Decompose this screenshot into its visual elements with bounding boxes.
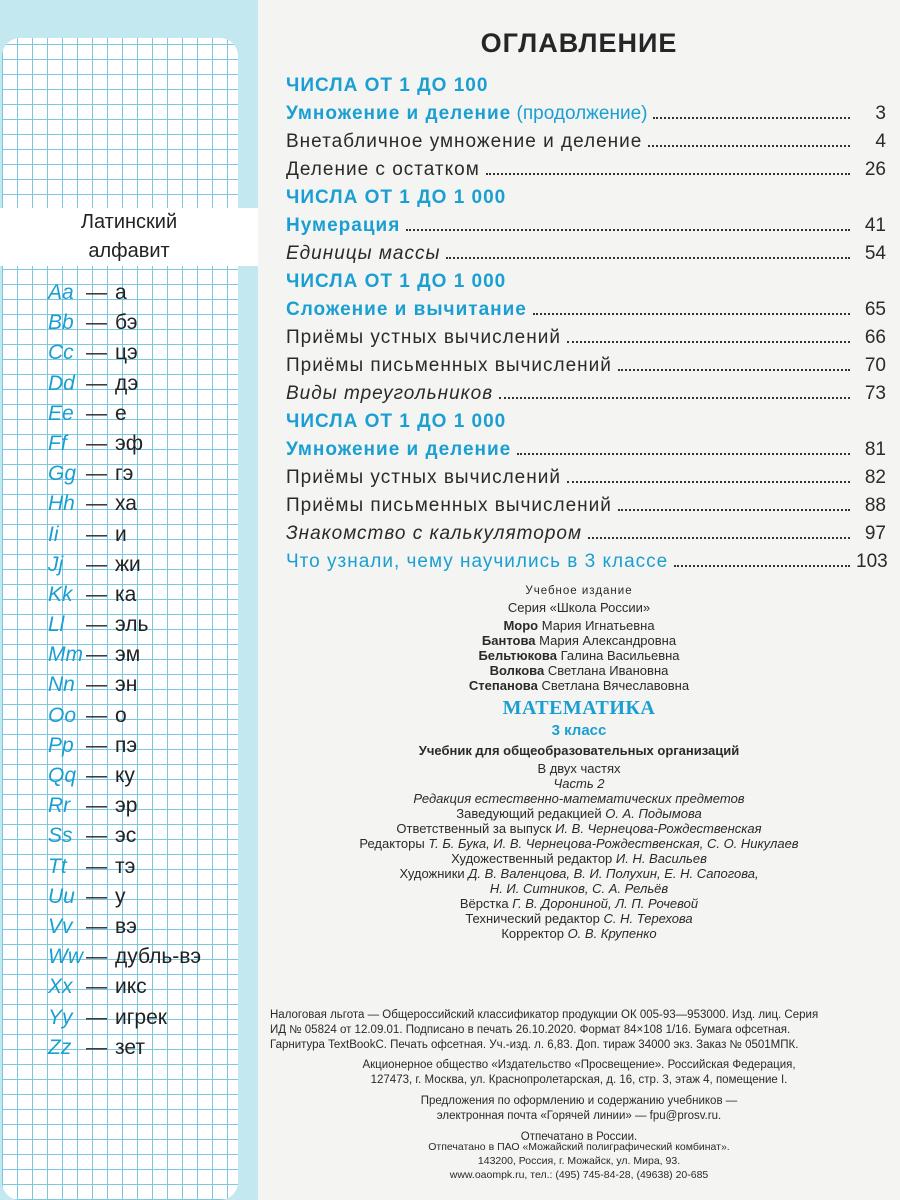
credit-role: Художники bbox=[399, 866, 465, 881]
credit-name: И. Н. Васильев bbox=[615, 851, 707, 866]
russian-name: а bbox=[115, 281, 127, 304]
russian-name: зет bbox=[115, 1035, 145, 1059]
alphabet-row bbox=[48, 791, 201, 821]
section-2-title: ЧИСЛА ОТ 1 ДО 1 000 bbox=[286, 187, 507, 208]
toc-entry bbox=[286, 352, 886, 380]
toc-entry bbox=[286, 380, 886, 408]
credit-name: О. А. Подымова bbox=[605, 806, 702, 821]
author-last-name: Волкова bbox=[489, 663, 545, 678]
page-number: 82 bbox=[864, 467, 886, 488]
dot-leader bbox=[567, 325, 850, 343]
alphabet-row bbox=[48, 821, 201, 851]
russian-name: вэ bbox=[115, 914, 137, 938]
russian-name: эм bbox=[115, 643, 141, 667]
alphabet-row bbox=[48, 429, 201, 459]
latin-letter: Gg bbox=[48, 462, 77, 486]
credit-line bbox=[258, 806, 900, 821]
latin-letter: Oo bbox=[48, 703, 77, 727]
dot-leader bbox=[486, 157, 850, 175]
latin-letter: Pp bbox=[48, 733, 74, 757]
credit-line bbox=[258, 911, 900, 926]
russian-name: бэ bbox=[115, 311, 138, 335]
publisher-block bbox=[258, 1058, 900, 1145]
publisher-line: 127473, г. Москва, ул. Краснопролетарская, д. 16, стр. 3, этаж 4, помещение I. bbox=[370, 1074, 788, 1086]
author-first-name: Мария Александровна bbox=[539, 633, 677, 648]
page-number: 81 bbox=[864, 439, 886, 460]
toc-entry bbox=[286, 156, 886, 184]
section-4-title: ЧИСЛА ОТ 1 ДО 1 000 bbox=[286, 411, 507, 432]
alphabet-row bbox=[48, 489, 201, 519]
credit-line bbox=[258, 836, 900, 851]
suggestion-line: Предложения по оформлению и содержанию учебников — bbox=[420, 1095, 738, 1107]
alphabet-row bbox=[48, 701, 201, 731]
page-number: 73 bbox=[864, 383, 886, 404]
russian-name: эс bbox=[115, 824, 137, 848]
dash: — bbox=[86, 884, 107, 908]
russian-name: эф bbox=[115, 431, 143, 455]
latin-letter: Cc bbox=[48, 341, 74, 365]
alphabet-row bbox=[48, 399, 201, 429]
credit-role: Заведующий редакцией bbox=[456, 806, 602, 821]
section-1-title: ЧИСЛА ОТ 1 ДО 100 bbox=[286, 75, 489, 96]
dash: — bbox=[86, 431, 107, 455]
entry-title: Внетабличное умножение и деление bbox=[286, 131, 643, 152]
dash: — bbox=[86, 703, 107, 727]
russian-name: ку bbox=[115, 764, 135, 787]
alphabet-title bbox=[0, 208, 258, 266]
imprint-block bbox=[258, 585, 900, 941]
latin-letter: Ss bbox=[48, 824, 73, 848]
credit-name: Д. В. Валенцова, В. И. Полухин, Е. Н. Сапогова, bbox=[468, 866, 759, 881]
printer-block bbox=[258, 1140, 900, 1182]
dot-leader bbox=[588, 521, 850, 539]
table-of-contents bbox=[286, 72, 886, 576]
latin-letter: Jj bbox=[48, 552, 64, 576]
russian-name: гэ bbox=[115, 462, 134, 486]
toc-entry bbox=[286, 324, 886, 352]
russian-name: эн bbox=[115, 673, 138, 697]
russian-name: цэ bbox=[115, 341, 138, 365]
dash: — bbox=[86, 311, 107, 335]
printer-line: 143200, Россия, г. Можайск, ул. Мира, 93. bbox=[477, 1155, 681, 1167]
latin-letter: Nn bbox=[48, 673, 75, 697]
book-type: Учебник для общеобразовательных организаций bbox=[418, 743, 740, 758]
author-last-name: Степанова bbox=[468, 678, 538, 693]
entry-title: Приёмы устных вычислений bbox=[286, 327, 561, 348]
dash: — bbox=[86, 945, 107, 969]
entry-title: Виды треугольников bbox=[286, 383, 494, 404]
credit-name: Г. В. Дорониной, Л. П. Рочевой bbox=[512, 896, 699, 911]
section-3-title: ЧИСЛА ОТ 1 ДО 1 000 bbox=[286, 271, 507, 292]
russian-name: и bbox=[115, 522, 127, 546]
russian-name: пэ bbox=[115, 733, 138, 757]
latin-letter: Vv bbox=[48, 914, 73, 938]
author-line bbox=[258, 663, 900, 678]
credit-role: Ответственный за выпуск bbox=[396, 821, 552, 836]
dash: — bbox=[86, 462, 107, 486]
toc-entry bbox=[286, 296, 886, 324]
page-number: 103 bbox=[856, 551, 888, 572]
toc-section-heading bbox=[286, 408, 886, 436]
author-first-name: Мария Игнатьевна bbox=[541, 618, 655, 633]
dash: — bbox=[86, 733, 107, 757]
credit-role: Корректор bbox=[501, 926, 564, 941]
page-number: 3 bbox=[875, 103, 886, 124]
credit-line bbox=[258, 926, 900, 941]
dash: — bbox=[86, 371, 107, 395]
author-line bbox=[258, 648, 900, 663]
latin-letter: Ee bbox=[48, 401, 74, 425]
toc-section-heading bbox=[286, 184, 886, 212]
author-line bbox=[258, 633, 900, 648]
credit-name-continued: Н. И. Ситников, С. А. Рельёв bbox=[489, 881, 669, 896]
latin-letter: Xx bbox=[48, 975, 73, 999]
alphabet-row bbox=[48, 640, 201, 670]
dash: — bbox=[86, 794, 107, 818]
author-last-name: Бантова bbox=[481, 633, 536, 648]
russian-name: дубль-вэ bbox=[115, 945, 202, 969]
dash: — bbox=[86, 975, 107, 999]
russian-name: жи bbox=[115, 552, 141, 576]
author-first-name: Светлана Вячеславовна bbox=[541, 678, 690, 693]
latin-letter: Bb bbox=[48, 311, 74, 335]
alphabet-row bbox=[48, 972, 201, 1002]
page-number: 4 bbox=[875, 131, 886, 152]
latin-letter: Uu bbox=[48, 884, 75, 908]
legal-line: Гарнитура TextBookC. Печать офсетная. Уч.-изд. л. 6,83. Доп. тираж 34000 экз. Заказ № 0501МПК. bbox=[270, 1039, 799, 1051]
alphabet-row bbox=[48, 942, 201, 972]
entry-title: Нумерация bbox=[286, 215, 401, 236]
suggestion-line: электронная почта «Горячей линии» — fpu@prosv.ru. bbox=[436, 1110, 722, 1122]
dot-leader bbox=[618, 493, 850, 511]
credit-line bbox=[258, 821, 900, 836]
latin-letter: Kk bbox=[48, 582, 73, 606]
dash: — bbox=[86, 1005, 107, 1029]
russian-name: икс bbox=[115, 975, 147, 999]
alphabet-row bbox=[48, 610, 201, 640]
page-number: 88 bbox=[864, 495, 886, 516]
alphabet-row bbox=[48, 731, 201, 761]
dash: — bbox=[86, 673, 107, 697]
entry-title: Единицы массы bbox=[286, 243, 441, 264]
russian-name: эр bbox=[115, 794, 138, 818]
page-number: 70 bbox=[864, 355, 886, 376]
dot-leader bbox=[618, 353, 850, 371]
alphabet-row bbox=[48, 338, 201, 368]
alphabet-title-line1: Латинский bbox=[80, 211, 178, 233]
legal-block bbox=[270, 1008, 890, 1053]
alphabet-row bbox=[48, 761, 201, 791]
printer-line: www.oaompk.ru, тел.: (495) 745-84-28, (49638) 20-685 bbox=[449, 1169, 709, 1181]
dash: — bbox=[86, 914, 107, 938]
alphabet-row bbox=[48, 1003, 201, 1033]
dash: — bbox=[86, 522, 107, 546]
toc-entry bbox=[286, 464, 886, 492]
page-number: 26 bbox=[864, 159, 886, 180]
part-label: Часть 2 bbox=[553, 776, 605, 791]
toc-entry bbox=[286, 100, 886, 128]
dot-leader bbox=[648, 129, 850, 147]
series-label: Серия «Школа России» bbox=[507, 600, 651, 615]
latin-letter: Mm bbox=[48, 643, 83, 667]
dash: — bbox=[86, 552, 107, 576]
dot-leader bbox=[499, 381, 850, 399]
latin-letter: Aa bbox=[48, 281, 74, 304]
entry-title: Знакомство с калькулятором bbox=[286, 523, 582, 544]
russian-name: эль bbox=[115, 613, 149, 637]
credit-role: Редакторы bbox=[359, 836, 425, 851]
alphabet-row bbox=[48, 308, 201, 338]
toc-title: ОГЛАВЛЕНИЕ bbox=[480, 28, 678, 58]
page-number: 97 bbox=[864, 523, 886, 544]
alphabet-row bbox=[48, 1033, 201, 1063]
alphabet-row bbox=[48, 580, 201, 610]
main-page bbox=[258, 0, 900, 1200]
toc-section-heading bbox=[286, 72, 886, 100]
entry-title: Что узнали, чему научились в 3 классе bbox=[286, 551, 669, 572]
credit-line bbox=[258, 851, 900, 866]
latin-letter: Ii bbox=[48, 522, 59, 546]
credit-role: Вёрстка bbox=[459, 896, 509, 911]
entry-title: Деление с остатком bbox=[286, 159, 480, 180]
page-number: 66 bbox=[864, 327, 886, 348]
russian-name: е bbox=[115, 401, 127, 425]
alphabet-row bbox=[48, 670, 201, 700]
dash: — bbox=[86, 824, 107, 848]
latin-letter: Ff bbox=[48, 431, 67, 455]
alphabet-row bbox=[48, 550, 201, 580]
entry-title: Приёмы устных вычислений bbox=[286, 467, 561, 488]
latin-letter: Zz bbox=[48, 1035, 72, 1059]
dash: — bbox=[86, 613, 107, 637]
toc-entry bbox=[286, 520, 886, 548]
author-line bbox=[258, 678, 900, 693]
author-line bbox=[258, 618, 900, 633]
dash: — bbox=[86, 341, 107, 365]
latin-letter: Tt bbox=[48, 854, 67, 878]
editorial-office: Редакция естественно-математических предметов bbox=[413, 791, 745, 806]
credit-role: Художественный редактор bbox=[451, 851, 613, 866]
latin-letter: Dd bbox=[48, 371, 75, 395]
latin-letter: Qq bbox=[48, 764, 77, 787]
alphabet-row bbox=[48, 912, 201, 942]
dot-leader bbox=[533, 297, 850, 315]
latin-letter: Ll bbox=[48, 613, 65, 637]
toc-entry bbox=[286, 128, 886, 156]
alphabet-list bbox=[48, 278, 201, 1063]
toc-section-heading bbox=[286, 268, 886, 296]
subject-title: МАТЕМАТИКА bbox=[502, 697, 656, 719]
page-number: 54 bbox=[864, 243, 886, 264]
entry-title: Умножение и деление bbox=[286, 439, 512, 460]
author-first-name: Галина Васильевна bbox=[560, 648, 680, 663]
toc-entry bbox=[286, 548, 886, 576]
page-number: 41 bbox=[864, 215, 886, 236]
credit-role: Технический редактор bbox=[465, 911, 600, 926]
russian-name: о bbox=[115, 703, 127, 727]
dot-leader bbox=[446, 241, 850, 259]
dot-leader bbox=[674, 549, 850, 567]
dash: — bbox=[86, 492, 107, 516]
publisher-line: Акционерное общество «Издательство «Просвещение». Российская Федерация, bbox=[362, 1059, 796, 1071]
printer-line: Отпечатано в ПАО «Можайский полиграфический комбинат». bbox=[428, 1141, 730, 1153]
legal-line: ИД № 05824 от 12.09.01. Подписано в печать 26.10.2020. Формат 84×108 1/16. Бумага офсетная. bbox=[270, 1024, 791, 1036]
dot-leader bbox=[517, 437, 850, 455]
dot-leader bbox=[653, 101, 850, 119]
toc-entry bbox=[286, 240, 886, 268]
dash: — bbox=[86, 643, 107, 667]
entry-subtitle: (продолжение) bbox=[516, 103, 648, 124]
alphabet-row bbox=[48, 852, 201, 882]
russian-name: тэ bbox=[115, 854, 136, 878]
russian-name: ха bbox=[115, 492, 137, 516]
russian-name: ка bbox=[115, 582, 137, 606]
edition-label: Учебное издание bbox=[525, 585, 633, 597]
credit-name: О. В. Крупенко bbox=[567, 926, 657, 941]
latin-letter: Hh bbox=[48, 492, 75, 516]
dash: — bbox=[86, 1035, 107, 1059]
dash: — bbox=[86, 764, 107, 787]
credit-line bbox=[258, 866, 900, 881]
credit-name: Т. Б. Бука, И. В. Чернецова-Рождественская, С. О. Никулаев bbox=[428, 836, 799, 851]
parts-label: В двух частях bbox=[537, 761, 621, 776]
author-first-name: Светлана Ивановна bbox=[547, 663, 669, 678]
russian-name: у bbox=[115, 884, 126, 908]
dot-leader bbox=[567, 465, 850, 483]
entry-title: Приёмы письменных вычислений bbox=[286, 495, 612, 516]
grade-label: 3 класс bbox=[551, 722, 607, 739]
russian-name: игрек bbox=[115, 1005, 167, 1029]
dash: — bbox=[86, 401, 107, 425]
alphabet-row bbox=[48, 882, 201, 912]
alphabet-row bbox=[48, 369, 201, 399]
dash: — bbox=[86, 281, 107, 304]
alphabet-row bbox=[48, 520, 201, 550]
dash: — bbox=[86, 582, 107, 606]
latin-letter: Ww bbox=[48, 945, 83, 969]
author-last-name: Моро bbox=[503, 618, 539, 633]
dash: — bbox=[86, 854, 107, 878]
dot-leader bbox=[406, 213, 850, 231]
legal-line: Налоговая льгота — Общероссийский классификатор продукции ОК 005-93—953000. Изд. лиц. Серия bbox=[270, 1009, 819, 1021]
toc-entry bbox=[286, 212, 886, 240]
toc-entry bbox=[286, 436, 886, 464]
credit-name: С. Н. Терехова bbox=[603, 911, 693, 926]
russian-name: дэ bbox=[115, 371, 139, 395]
alphabet-row bbox=[48, 278, 201, 308]
entry-title: Сложение и вычитание bbox=[286, 299, 527, 320]
author-last-name: Бельтюкова bbox=[478, 648, 557, 663]
printed-in: Отпечатано в России. bbox=[520, 1131, 638, 1143]
entry-title: Умножение и деление bbox=[286, 103, 512, 124]
credit-line bbox=[258, 896, 900, 911]
latin-letter: Rr bbox=[48, 794, 71, 818]
latin-letter: Yy bbox=[48, 1005, 73, 1029]
credit-name: И. В. Чернецова-Рождественская bbox=[555, 821, 762, 836]
entry-title: Приёмы письменных вычислений bbox=[286, 355, 612, 376]
toc-entry bbox=[286, 492, 886, 520]
page-number: 65 bbox=[864, 299, 886, 320]
alphabet-title-line2: алфавит bbox=[88, 240, 170, 262]
alphabet-row bbox=[48, 459, 201, 489]
